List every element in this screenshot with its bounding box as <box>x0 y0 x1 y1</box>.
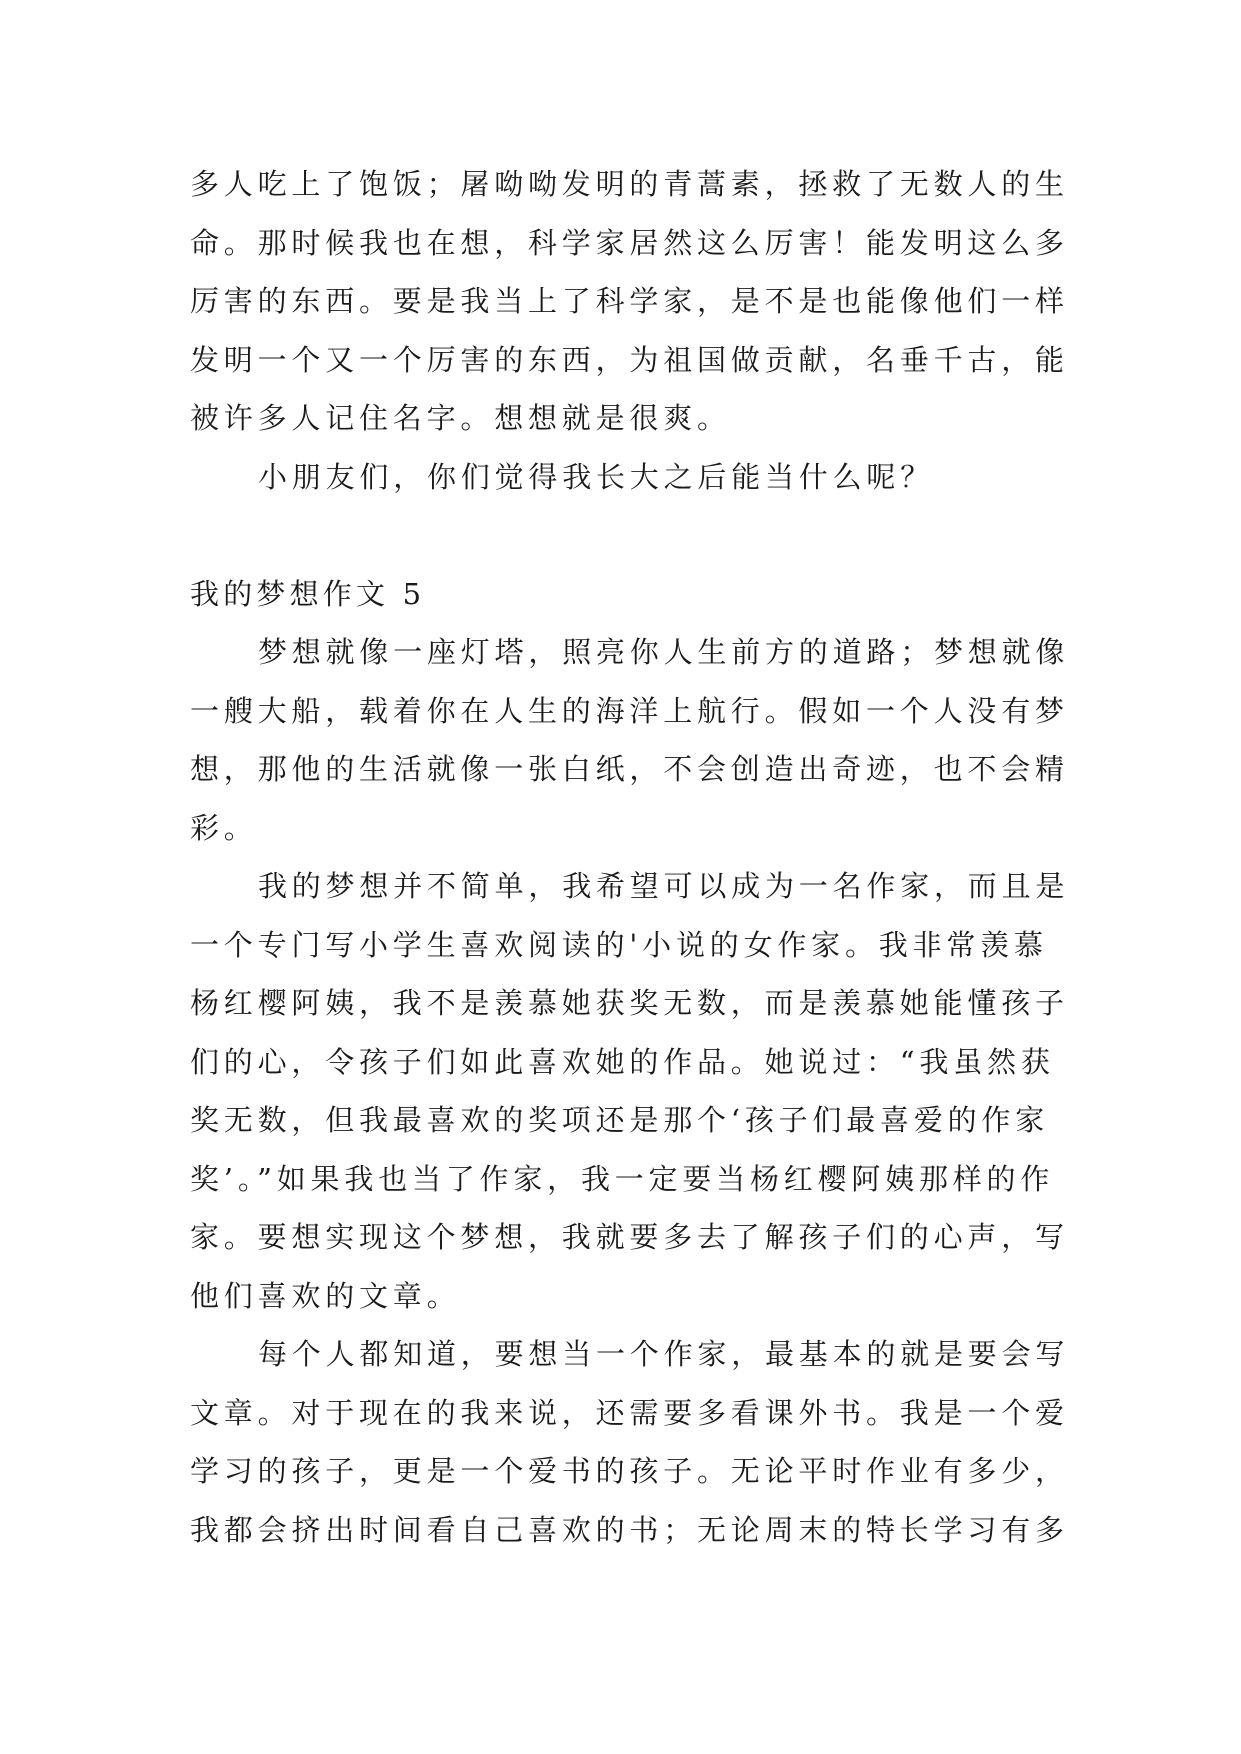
text-line: 一个专门写小学生喜欢阅读的'小说的女作家。我非常羡慕 <box>190 927 1048 962</box>
essay-title: 我的梦想作文 5 <box>190 576 426 611</box>
text-line: 彩。 <box>190 810 258 845</box>
text-line: 多人吃上了饱饭；屠呦呦发明的青蒿素，拯救了无数人的生 <box>190 167 1069 201</box>
text-line: 文章。对于现在的我来说，还需要多看课外书。我是一个爱 <box>190 1395 1069 1430</box>
text-line: 我都会挤出时间看自己喜欢的书；无论周末的特长学习有多 <box>190 1512 1069 1547</box>
paragraph-reading-habit <box>190 1325 1070 1559</box>
text-line: 杨红樱阿姨，我不是羡慕她获奖无数，而是羡慕她能懂孩子 <box>190 986 1069 1020</box>
text-line: 奖’。”如果我也当了作家，我一定要当杨红樱阿姨那样的作 <box>190 1161 1055 1196</box>
paragraph-writer-dream <box>190 857 1070 1325</box>
text-line: 被许多人记住名字。想想就是很爽。 <box>190 401 731 435</box>
text-line: 发明一个又一个厉害的东西，为祖国做贡献，名垂千古，能 <box>190 342 1069 377</box>
document-page <box>190 155 1070 1559</box>
text-line: 我的梦想并不简单，我希望可以成为一名作家，而且是 <box>258 869 1070 903</box>
text-line: 想，那他的生活就像一张白纸，不会创造出奇迹，也不会精 <box>190 752 1069 786</box>
text-line: 们的心，令孩子们如此喜欢她的作品。她说过：“我虽然获 <box>190 1044 1055 1079</box>
text-line: 学习的孩子，更是一个爱书的孩子。无论平时作业有多少， <box>190 1454 1069 1488</box>
text-line: 每个人都知道，要想当一个作家，最基本的就是要会写 <box>258 1337 1070 1371</box>
paragraph-dream-metaphor <box>190 623 1070 857</box>
question-paragraph: 小朋友们，你们觉得我长大之后能当什么呢？ <box>258 459 935 494</box>
text-line: 厉害的东西。要是我当上了科学家，是不是也能像他们一样 <box>190 284 1069 318</box>
section-gap <box>190 506 1050 565</box>
text-line: 梦想就像一座灯塔，照亮你人生前方的道路；梦想就像 <box>258 635 1070 669</box>
text-line: 家。要想实现这个梦想，我就要多去了解孩子们的心声，写 <box>190 1220 1069 1254</box>
text-line: 命。那时候我也在想，科学家居然这么厉害！能发明这么多 <box>190 225 1069 260</box>
text-line: 奖无数，但我最喜欢的奖项还是那个‘孩子们最喜爱的作家 <box>190 1103 1050 1137</box>
text-line: 一艘大船，载着你在人生的海洋上航行。假如一个人没有梦 <box>190 693 1069 728</box>
continuation-paragraph <box>190 155 1069 448</box>
text-line: 他们喜欢的文章。 <box>190 1278 461 1313</box>
